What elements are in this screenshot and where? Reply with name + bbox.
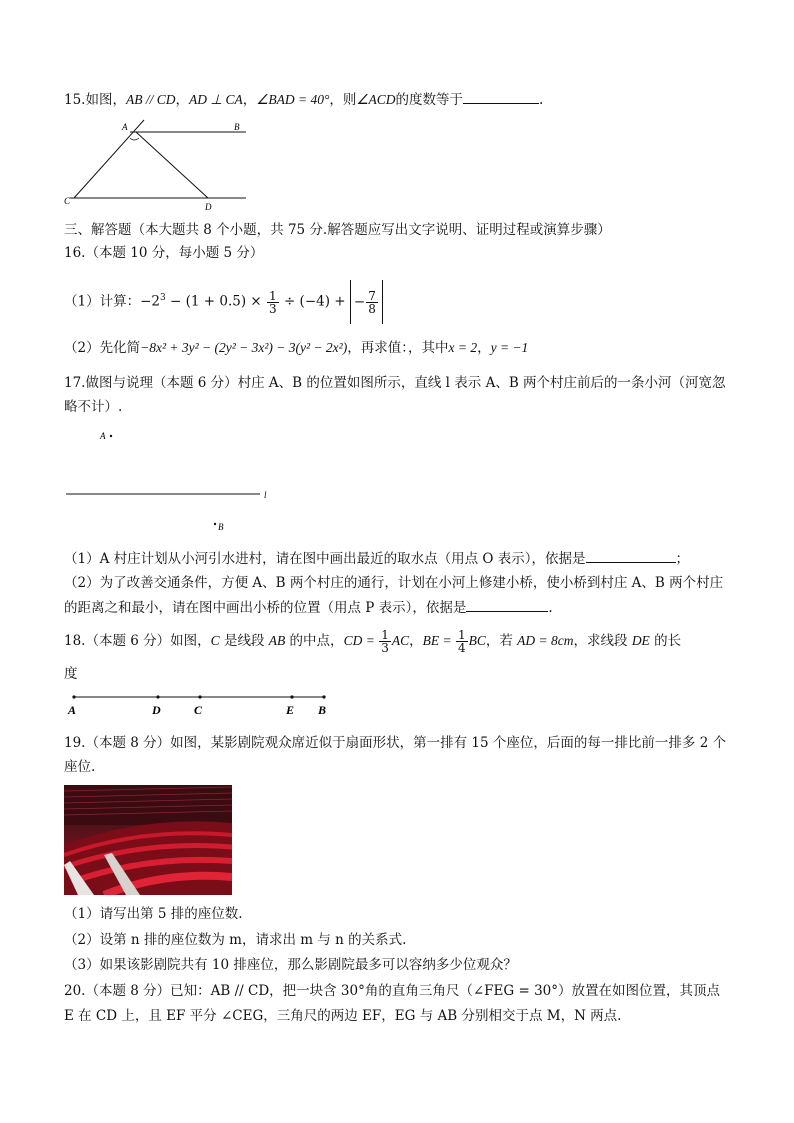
q18-line2: 度: [64, 666, 78, 682]
label-a: A: [68, 703, 77, 717]
section-title: 三、解答题（本大题共 8 个小题，共 75 分.解答题应写出文字说明、证明过程或演算步骤）: [64, 222, 611, 238]
label-b: B: [234, 122, 240, 132]
q19-part2: （2）设第 n 排的座位数为 m，请求出 m 与 n 的关系式.: [64, 932, 407, 948]
q16-p1-term: ÷ (−4) +: [279, 293, 350, 310]
q18-sep: ，: [409, 633, 423, 649]
q18-expr: BC: [468, 633, 486, 648]
point-e: [290, 695, 293, 698]
q18-var: DE: [631, 633, 650, 648]
fraction: [267, 290, 279, 315]
q17-part1: [64, 549, 689, 569]
frac-den: 3: [381, 641, 389, 655]
q18-text: 是线段: [219, 633, 269, 649]
q18-var: AB: [268, 633, 286, 648]
q15-expr: ∠BAD = 40°: [256, 92, 330, 107]
q16-p2-y: y = −1: [490, 340, 529, 355]
label-d: D: [205, 202, 212, 212]
q17-p2-end: .: [548, 600, 553, 616]
q15-text: 的度数等于: [395, 92, 463, 108]
absolute-value: [350, 280, 383, 324]
q15-text: 15.如图，: [64, 92, 126, 108]
point-a: [72, 695, 75, 698]
frac-num: 1: [269, 288, 277, 303]
q15-text: .: [538, 92, 544, 108]
point-b: [214, 523, 216, 525]
answer-blank[interactable]: [466, 599, 548, 612]
frac-num: 7: [368, 289, 376, 303]
fraction: [366, 290, 378, 315]
q18-text: 的中点，: [285, 633, 344, 649]
q18-text: ，求线段: [573, 633, 632, 649]
line-ca: [74, 120, 144, 198]
q19-line2: 座位.: [64, 759, 96, 775]
q19-line1: 19.（本题 8 分）如图，某影剧院观众席近似于扇面形状，第一排有 15 个座位，后面的每一排比前一排多 2 个: [64, 735, 727, 751]
q16-p2-x: x = 2: [448, 340, 478, 355]
q17-p1-end: ；: [675, 551, 690, 567]
frac-den: 8: [368, 302, 376, 316]
q16-p1-label: （1）计算：: [64, 293, 141, 310]
label-b: B: [218, 522, 224, 532]
answer-blank[interactable]: [463, 91, 539, 104]
label-d: D: [152, 703, 161, 717]
q15-expr: ∠ACD: [356, 92, 396, 107]
q18-var: C: [210, 633, 220, 648]
frac-num: 1: [381, 628, 389, 642]
label-e: E: [286, 703, 295, 717]
q16-p2-sep: ，: [477, 340, 491, 356]
q15-expr: AD ⊥ CA: [188, 92, 243, 107]
theatre-seats-image: [64, 785, 232, 895]
q15-expr: AB // CD: [125, 92, 176, 107]
q16-p1-exp: 3: [160, 293, 166, 303]
q16-p2-text: ，再求值：，其中: [347, 340, 449, 356]
q17-part2-line2: [64, 598, 553, 618]
q18-expr: AC: [391, 633, 410, 648]
q18-expr: BE =: [422, 633, 455, 648]
label-c: C: [194, 703, 203, 717]
frac-num: 1: [457, 628, 466, 642]
q15-figure: [60, 118, 260, 213]
q17-part2-line1: （2）为了改善交通条件，方便 A、B 两个村庄的通行，计划在小河上修建小桥，使小桥到村庄 A、B 两个村庄: [64, 575, 724, 591]
q19-part3: （3）如果该影剧院共有 10 排座位，那么影剧院最多可以容纳多少位观众？: [64, 957, 517, 973]
q18-text: 18.（本题 6 分）如图，: [64, 633, 211, 649]
q20-line2: E 在 CD 上，且 EF 平分 ∠CEG，三角尺的两边 EF，EG 与 AB 分别相交于点 M，N 两点.: [64, 1008, 622, 1024]
label-l: l: [264, 490, 267, 500]
line-ad: [136, 132, 208, 198]
q18-text: 的长: [649, 633, 682, 649]
frac-den: 3: [269, 301, 277, 316]
label-a: A: [122, 122, 128, 132]
q18-text: ，若: [485, 633, 518, 649]
q16-header: 16.（本题 10 分，每小题 5 分）: [64, 245, 264, 261]
label-c: C: [64, 196, 71, 206]
right-angle-mark: [130, 138, 139, 140]
frac-den: 4: [457, 641, 466, 655]
point-b: [322, 695, 325, 698]
q17-line2: 略不计）.: [64, 399, 123, 415]
q19-part1: （1）请写出第 5 排的座位数.: [64, 906, 243, 922]
q15-sep: ，: [242, 92, 257, 108]
q18-line1: [64, 624, 681, 658]
point-a: [110, 435, 112, 437]
theatre-photo: [64, 785, 232, 895]
q18-expr: AD = 8cm: [517, 633, 574, 648]
label-b: B: [318, 703, 327, 717]
fraction: [456, 629, 468, 654]
abs-minus: −: [353, 294, 366, 310]
q16-p2-expr: −8x² + 3y² − (2y² − 3x²) − 3(y² − 2x²): [140, 340, 348, 355]
q16-p1-term: −2: [140, 293, 160, 310]
q17-line1: 17.做图与说理（本题 6 分）村庄 A、B 的位置如图所示，直线 l 表示 A、B 两个村庄前后的一条小河（河宽忽: [64, 375, 726, 391]
q17-p2-text: 的距离之和最小，请在图中画出小桥的位置（用点 P 表示），依据是: [64, 600, 467, 616]
q15-text: ，则: [329, 92, 357, 108]
q18-expr: CD =: [343, 633, 379, 648]
q15-question: [64, 90, 543, 110]
q16-part1: [64, 276, 383, 324]
q15-sep: ，: [175, 92, 189, 108]
answer-blank[interactable]: [586, 550, 676, 563]
q17-figure: [60, 428, 280, 538]
label-a: A: [100, 431, 106, 441]
q18-figure: [60, 688, 340, 718]
q16-part2: [64, 338, 528, 358]
q20-line1: 20.（本题 8 分）已知：AB // CD，把一块含 30°角的直角三角尺（∠FEG = 30°）放置在如图位置，其顶点: [64, 983, 721, 999]
fraction: [379, 629, 391, 654]
q16-p2-label: （2）先化简: [64, 340, 141, 356]
point-c: [198, 695, 201, 698]
point-d: [156, 695, 159, 698]
q17-p1-text: （1）A 村庄计划从小河引水进村，请在图中画出最近的取水点（用点 O 表示），依据是: [64, 551, 586, 567]
q16-p1-term: − (1 + 0.5) ×: [165, 293, 267, 310]
